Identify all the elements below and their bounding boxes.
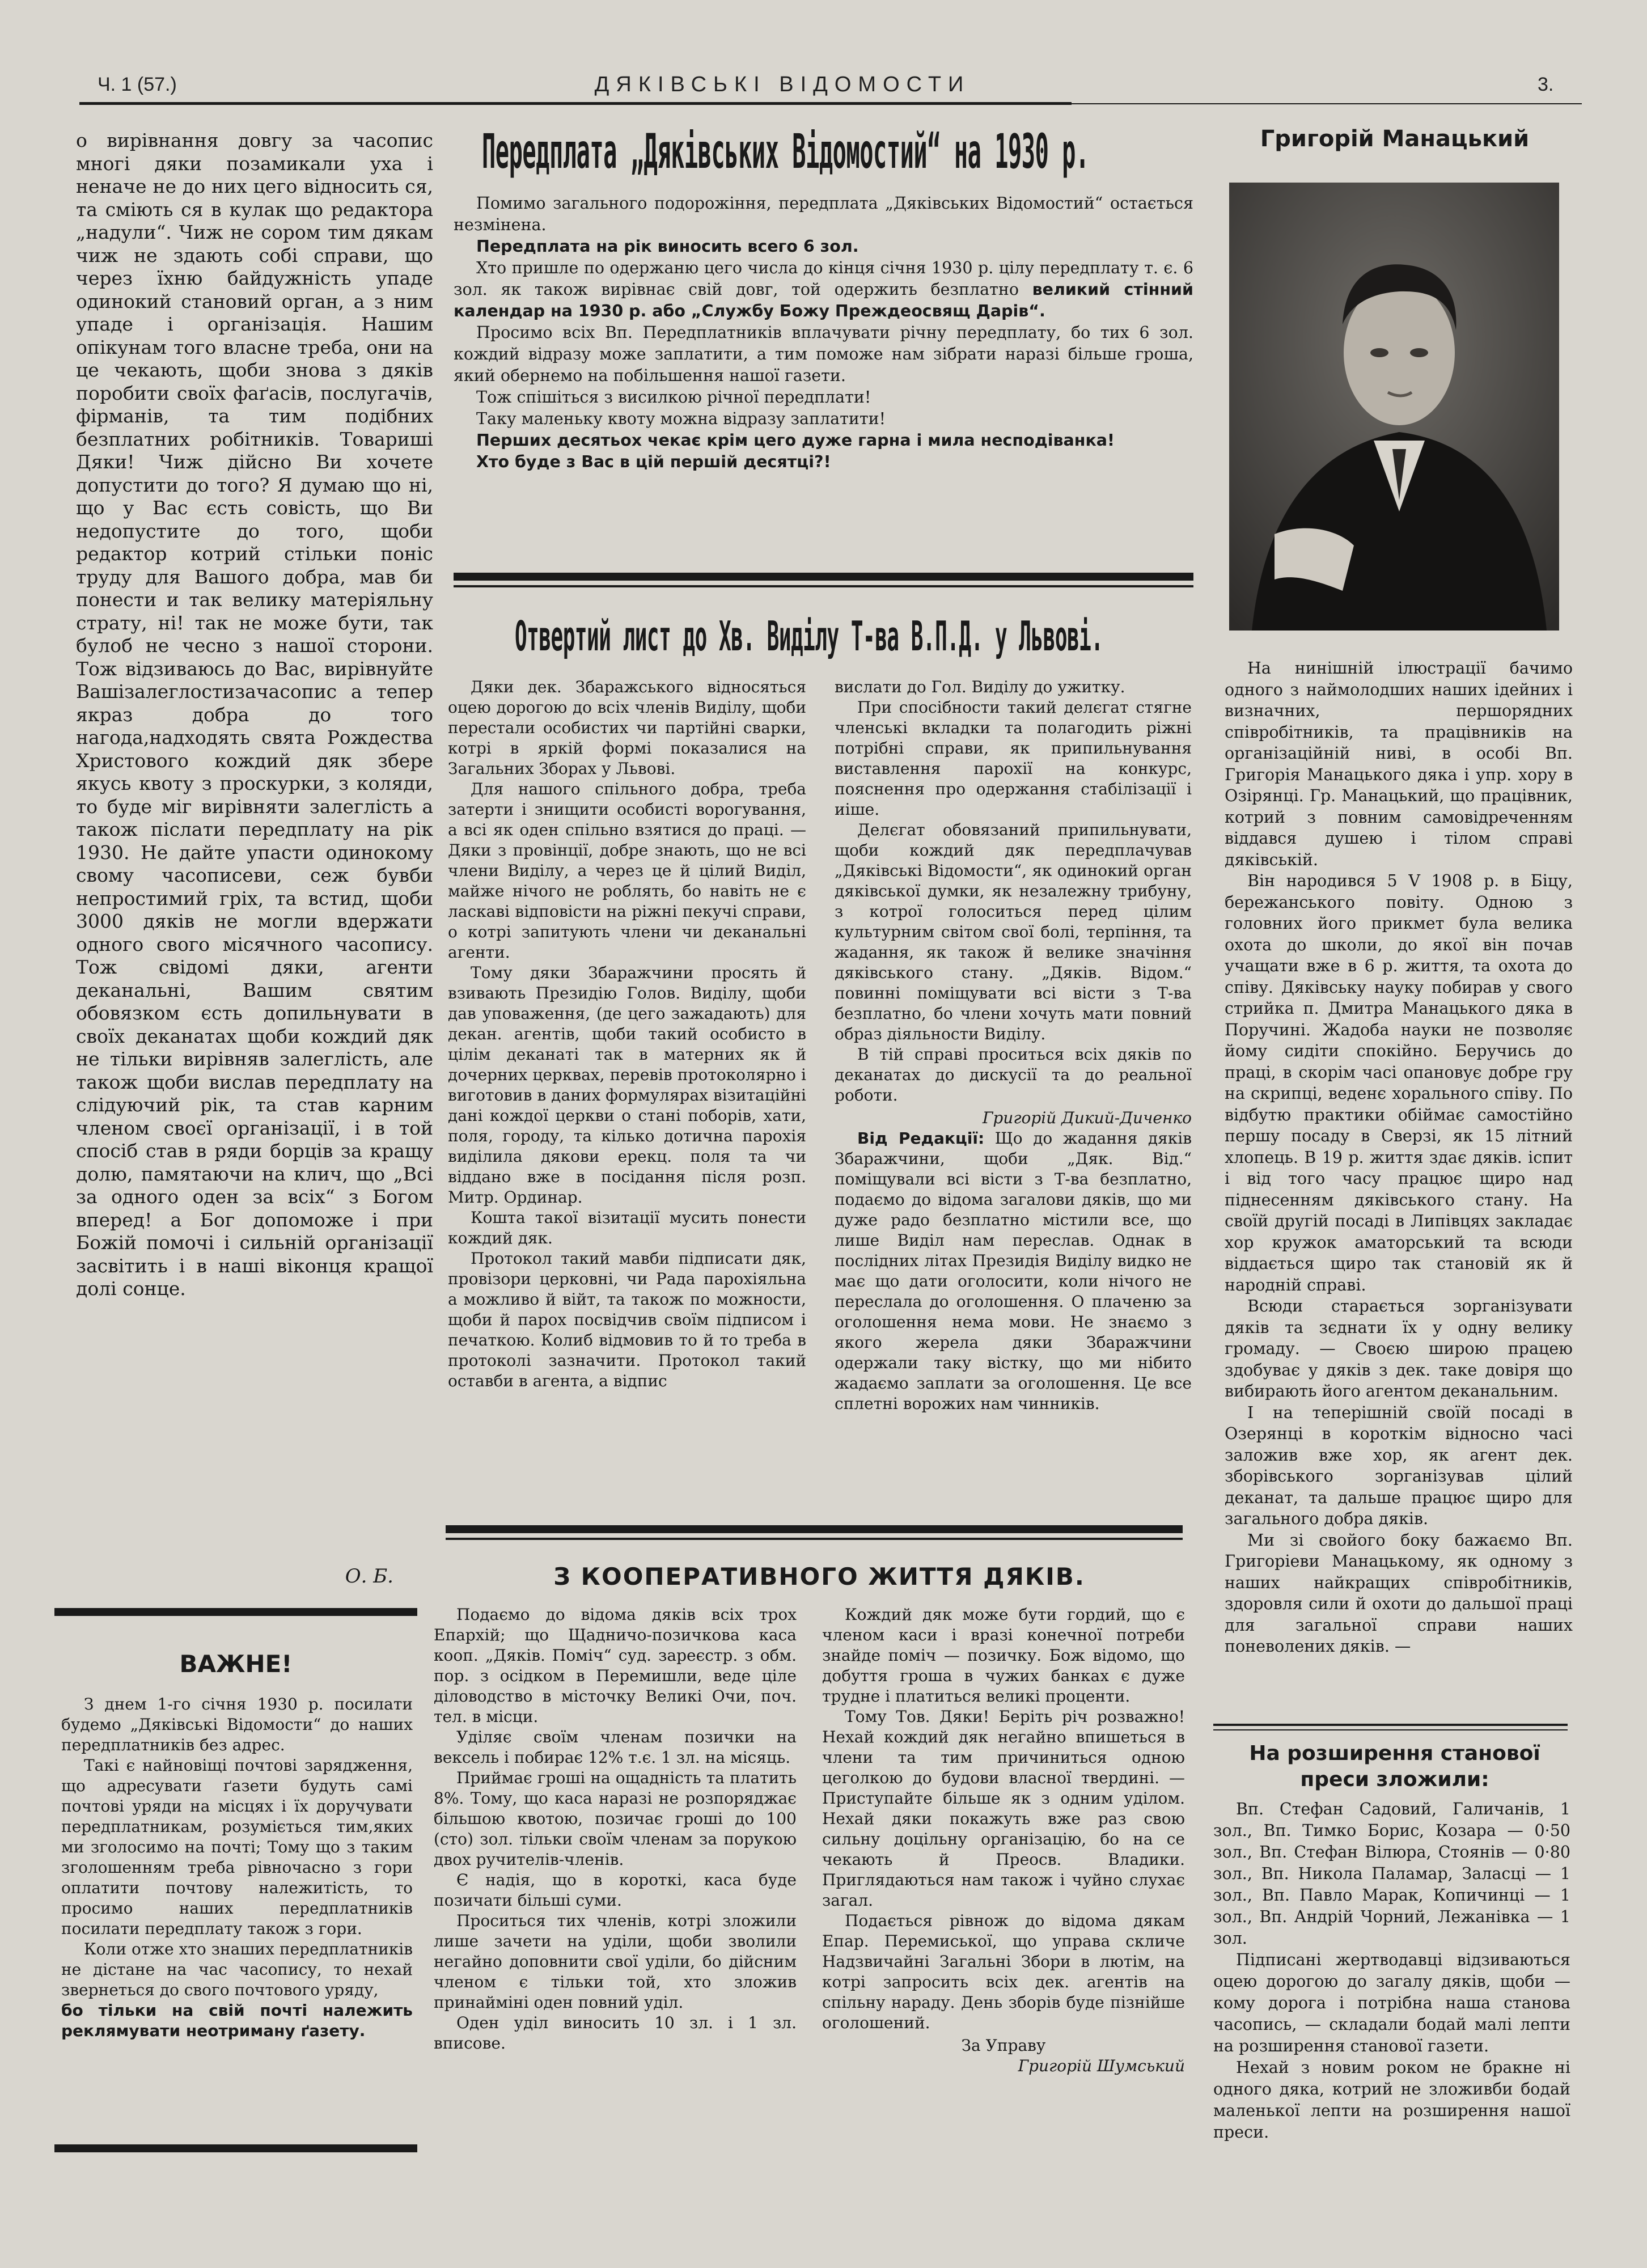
open-letter-col2 xyxy=(835,677,1192,1414)
open-letter-paragraph: Для нашого спільного добра, треба затерти і знищити особисті ворогування, а всі як оден спільно взятися до праці. — Дяки з провінції, добре знають, що не всі члени Виділу, а через це й цілий Виділ, майже нічого не роблять, бо навіть не є ласкаві відповісти на ріжні пекучі справи, о котрі запитують члени чи деканальні агенти. xyxy=(448,780,806,962)
editor-note-label: Від Редакції: xyxy=(857,1129,985,1148)
subscription-p4: Просимо всіх Вп. Передплатників вплачувати річну передплату, бо тих 6 зол. кождий відразу може заплатити, а тим поможе нам зібрати наразі більше гроша, який обернемо на побільшення нашої газети. xyxy=(454,323,1193,385)
open-letter-paragraph: Делєгат обовязаний припильнувати, щоби кождий дяк передплачував „Дяківські Відомости“, як одинокий орган дяківської думки, як незалежну трибуну, з котрої голоситься перед цілим культурним світом свої болі, терпіння, та жадання, як також й велике значіння дяківського стану. „Дяків. Відом.“ повинні поміщувати всі вісти з Т-ва безплатно, бо члени хочуть мати повний образ діяльности Виділу. xyxy=(835,820,1192,1043)
header-rule-right xyxy=(1072,103,1582,104)
header-rule xyxy=(79,102,1072,105)
open-letter-paragraph: Дяки дек. Збаражського відносяться оцею дорогою до всіх членів Виділу, щоби перестали особистих чи партійні сварки, котрі в яркій формі показалися на Загальних Зборах у Львові. xyxy=(448,678,806,778)
subscription-p7: Перших десятьох чекає крім цего дуже гарна і мила несподіванка! xyxy=(476,431,1115,450)
vazhne-title: ВАЖНЕ! xyxy=(179,1650,293,1678)
cooperative-paragraph: Приймає гроші на ощадність та платить 8%. Тому, що каса наразі не розпоряджає більшою квотою, позичає гроші до 100 (сто) зол. тільки своїм членам за порукою двох ручителів-членів. xyxy=(434,1768,797,1869)
editor-note: Що до жадання дяків Збаражчини, щоби „Дяк. Від.“ поміщували всі вісти з Т-ва безплатно, подаємо до відома загалови дяків, що ми дуже радо безплатно містили все, що лише Виділ нам переслав. Однак в послідних літах Президія Виділу видко не має що дати оголосити, коли нічого не переслала до оголошення. О плаченю за оголошення нема мови. Не знаємо з якого жерела дяки Збаражчини одержали таку вістку, що ми нібито жадаємо заплати за оголошення. Це все сплетні ворожих нам чинників. xyxy=(835,1129,1192,1413)
subscription-p6: Таку маленьку квоту можна відразу заплатити! xyxy=(476,409,886,428)
subscription-box xyxy=(454,193,1193,473)
open-letter-paragraph: В тій справі проситься всіх дяків по деканатах до дискусії та до реальної роботи. xyxy=(835,1045,1192,1105)
subscription-p8: Хто буде з Вас в цій першій десятці?! xyxy=(476,452,831,471)
open-letter-signature: Григорій Дикий-Диченко xyxy=(982,1108,1192,1127)
cooperative-paragraph: Кождий дяк може бути гордий, що є членом каси і вразі конечної потреби знайде поміч — позичку. Бож відомо, що добуття гроша в чужих банках є дуже трудне і платиться великі проценти. xyxy=(822,1605,1185,1706)
cooperative-paragraph: Проситься тих членів, котрі зложили лише зачети на уділи, щоби зволили негайно доповнити свої уділи, бо дійсним членом є тільки той, хто зложив принайміні оден повний уділ. xyxy=(434,1911,797,2012)
cooperative-col2 xyxy=(822,1605,1185,2076)
subscription-rule-thin xyxy=(454,585,1193,587)
cooperative-paragraph: Тому Тов. Дяки! Беріть річ розважно! Нехай кождий дяк негайно впишеться в члени та тим причиниться одною цеголкою до будови власної твердині. — Приступайте більше як з одним уділом. Нехай дяки покажуть вже раз свою сильну доцільну організацію, бо на се чекають й Преосв. Владики. Приглядаються нам також і чуйно слухає загал. xyxy=(822,1707,1185,1910)
subscription-rule xyxy=(454,573,1193,581)
manatsky-bio xyxy=(1225,658,1573,1657)
subscription-p5: Тож спішіться з висилкою річної передплати! xyxy=(476,388,871,407)
subscription-calendar: великий стінний календар на 1930 р. або „Службу Божу Преждеосвящ Дарів“. xyxy=(454,280,1193,320)
manatsky-title: Григорій Манацький xyxy=(1260,126,1530,152)
donations-rule-thin xyxy=(1213,1729,1568,1730)
left-article-signature: О. Б. xyxy=(345,1565,393,1588)
page-number: 3. xyxy=(1538,74,1554,95)
manatsky-paragraph: І на теперішній своїй посаді в Озерянці в короткім відносно часі заложив вже хор, як агент дек. зборівського зорганізував цілий деканат, та дальше працює щиро для загального добра дяків. xyxy=(1225,1403,1573,1528)
vazhne-paragraph: Такі є найновіщі почтові зарядження, що адресувати ґазети будуть самі почтові уряди на місцях і їх доручувати передплатникам, розуміється тим,яких ми зголосимо на почті; Тому що з таким зголошенням треба рівночасно з гори оплатити почтову належитість, то просимо наших передплатників посилати передплату також з гори. xyxy=(61,1756,413,1938)
vazhne-bottom-rule xyxy=(54,2144,417,2152)
open-letter-paragraph: Тому дяки Збаражчини просять й взивають Президію Голов. Виділу, щоби дав уповаження, (де цего зажадають) для декан. агентів, щоби такий особисто в цілім деканаті так в матерних як й дочерних церквах, перевів протоколярно і виготовив в даних формулярах візитаційні дані кождої церкви о стані поборів, хати, поля, городу, та кілько дотична парохія виділила дякови ерекц. поля та чи віддано вже в посідання після розп. Митр. Ординар. xyxy=(448,963,806,1207)
donations-paragraph: Нехай з новим роком не бракне ні одного дяка, котрий не зложивби бодай маленької лепти на розширення нашої преси. xyxy=(1213,2058,1570,2142)
vazhne-paragraph: Коли отже хто знаших передплатників не дістане на час часопису, то нехай звернеться до свого почтового уряду, xyxy=(61,1940,413,1999)
manatsky-paragraph: Всюди старається зорганізувати дяків та зєднати їх у одну велику громаду. — Своєю широю працею здобуває у дяків з дек. таке довіря що вибирають його агентом деканальним. xyxy=(1225,1297,1573,1400)
open-letter-paragraph: вислати до Гол. Виділу до ужитку. xyxy=(835,678,1125,696)
open-letter-paragraph: При спосібности такий делєгат стягне членські вкладки та полагодить ріжні потрібні справи, як припильнування виставлення парохії на конкурс, пояснення про одержання стабілізації і иіше. xyxy=(835,698,1192,819)
cooperative-title: З КООПЕРАТИВНОГО ЖИТТЯ ДЯКІВ. xyxy=(553,1563,1085,1590)
cooperative-paragraph: Подається рівнож до відома дякам Епар. Перемиської, що управа скличе Надзвичайні Загальні Збори в лютім, на котрі запросить всіх дек. агентів на спільну нараду. День зборів буде пізнійше оголошений. xyxy=(822,1911,1185,2032)
left-article xyxy=(76,129,433,1301)
open-letter-paragraph: Протокол такий мавби підписати дяк, провізори церковні, чи Рада парохіяльна а можливо й війт, та також по можности, щоби й парох посвідчив своїм підписом і печаткою. Колиб відмовив то й то треба в протоколі зазначити. Протокол такий оставби в агента, а відпис xyxy=(448,1249,806,1390)
donations-title: На розширення станової преси зложили: xyxy=(1249,1742,1540,1791)
newspaper-title: ДЯКІВСЬКІ ВІДОМОСТИ xyxy=(594,73,971,96)
donations-text xyxy=(1213,1799,1570,2143)
left-bottom-rule xyxy=(54,1608,417,1616)
donations-paragraph: Підписані жертводавці відзиваються оцею дорогою до загалу дяків, щоби — кому дорога і потрібна наша станова часопись, — складали бодай малі лепти на розширення станової газети. xyxy=(1213,1950,1570,2055)
subscription-title: Передплата „Дяківських Відомостий“ на 1930 р. xyxy=(482,124,1089,179)
portrait-photo xyxy=(1229,183,1559,631)
cooperative-paragraph: Оден уділ виносить 10 зл. і 1 зл. вписове. xyxy=(434,2013,797,2053)
open-letter-rule-thin xyxy=(446,1538,1183,1540)
donations-list: Вп. Стефан Садовий, Галичанів, 1 зол., Вп. Тимко Борис, Козара — 0·50 зол., Вп. Стефан Вілюра, Стоянів — 0·80 зол., Вп. Никола Паламар, Заласці — 1 зол., Вп. Павло Марак, Копичинці — 1 зол., Вп. Андрій Чорний, Лежанівка — 1 зол. xyxy=(1213,1800,1570,1948)
manatsky-paragraph: На нинішній ілюстрації бачимо одного з наймолодших наших ідейних і визначних, першорядних співробітників, та працівників на організаційній ниві, в особі Вп. Григорія Манацького дяка і упр. хору в Озірянці. Гр. Манацький, що працівник, котрий з повним самовідреченням віддався душею і тілом справі дяківській. xyxy=(1225,659,1573,869)
vazhne-paragraph: З днем 1-го січня 1930 р. посилати будемо „Дяківські Відомости“ до наших передплатників без адрес. xyxy=(61,1695,413,1754)
issue-number: Ч. 1 (57.) xyxy=(98,74,177,95)
subscription-p3: Хто пришле по одержаню цего числа до кінця січня 1930 р. цілу передплату т. є. 6 зол. як також вирівнає свій довг, той одержить безплатно xyxy=(454,259,1193,299)
open-letter-paragraph: Кошта такої візитації мусить понести кождий дяк. xyxy=(448,1208,806,1247)
subscription-p1: Помимо загального подорожіння, передплата „Дяківських Відомостий“ остається незмінена. xyxy=(454,194,1193,234)
donations-rule xyxy=(1213,1724,1568,1726)
manatsky-paragraph: Ми зі свойого боку бажаємо Вп. Григоріеви Манацькому, як одному з наших найкращих співробітників, здоровля сили й охоти до дальшої праці для загальної справи наших поневолених дяків. — xyxy=(1225,1530,1573,1656)
vazhne-emphasis: бо тільки на свій почті належить реклямувати неотриману ґазету. xyxy=(61,2001,413,2040)
open-letter-title: Отвертий лист до Хв. Виділу Т-ва В.П.Д. у Львові. xyxy=(515,612,1103,660)
cooperative-paragraph: Подаємо до відома дяків всіх трох Епархій; що Щадничо-позичкова каса кооп. „Дяків. Поміч“ суд. зареєстр. з обм. пор. з осідком в Перемишли, веде ціле діловодство в місточку Великі Очи, поч. тел. в місци. xyxy=(434,1605,797,1726)
left-article-text: о вирівнання довгу за часопис многі дяки позамикали уха і неначе не до них цего відносить ся, та сміють ся в кулак що редактора „надули“. Чиж не сором тим дякам чиж не здають собі справи, що через їхню байдужність упаде одинокий становий орган, а з ним упаде і організація. Нашим опікунам того власне треба, они на це чекають, щоби знова з дяків поробити своїх фаґасів, послугачів, фірманів, та тим подібних безплатних робітників. Товариші Дяки! Чиж дійсно Ви хочете допустити до того? Я думаю що ні, що у Вас єсть совість, що Ви недопустите до того, щоби редактор котрий стільки поніс труду для Вашого добра, мав би понести и так велику матеріяльну страту, ні! так не може бути, так булоб не чесно з нашої сторони. Тож відзиваюсь до Вас, вирівнуйте Вашізалеглостизачасопис а тепер якраз добра до того нагода,надходять свята Рождества Христового кождий дяк збере якусь квоту з проскурки, з коляди, то буде міг вирівняти залеглість а також післати передплату на рік 1930. Не дайте упасти одинокому свому часописеви, сеж бувби непростимий гріх, та встид, щоби 3000 дяків не могли вдержати одного свого місячного часопису. Тож свідомі дяки, агенти деканальні, Вашим святим обовязком єсть допильнувати в своїх деканатах щоби кождий дяк не тільки вирівняв залеглість, але також щоби вислав передплату на слідуючий рік, та став карним членом своєї організації, і в той спосіб став в ряди борців за кращу долю, памятаючи на клич, що „Всі за одного оден за всіх“ з Богом вперед! а Бог допоможе і при Божій помочі і сильній організації засвітить і в наші віконця кращої долі сонце. xyxy=(76,129,433,1300)
cooperative-col1 xyxy=(434,1605,797,2054)
open-letter-rule xyxy=(446,1525,1183,1533)
subscription-price: Передплата на рік виносить всего 6 зол. xyxy=(476,237,859,256)
portrait-photo-icon xyxy=(1229,183,1559,631)
cooperative-paragraph: Є надія, що в короткі, каса буде позичати більші суми. xyxy=(434,1871,797,1910)
cooperative-paragraph: Уділяє своїм членам позички на вексель і побирає 12% т.є. 1 зл. на місяць. xyxy=(434,1728,797,1767)
cooperative-sig-label: За Управу xyxy=(961,2036,1046,2055)
manatsky-paragraph: Він народився 5 V 1908 р. в Біцу, бережанського повіту. Одною з головних його прикмет була велика охота до школи, до якої він почав учащати вже в 6 р. життя, та охота до співу. Дяківську науку побирав у свого стрийка п. Дмитра Манацького дяка в Поручині. Жадоба науки не позволяє йому сидіти спокійно. Беручись до праці, в скорім часі опановує добре гру на скрипці, веденє хорального співу. По відбутю практики обіймає самостійно першу посаду в Сверзі, як 15 літний хлопець. В 19 р. життя здає дяків. іспит і від того часу працює щиро над піднесенням дяківського стану. На своїй другій посаді в Липівцях закладає хор кружок аматорський та всюди віддається щиро так становій як й народній справі. xyxy=(1225,871,1573,1294)
open-letter-col1 xyxy=(448,677,806,1391)
cooperative-signature: Григорій Шумський xyxy=(1018,2057,1185,2075)
vazhne-text xyxy=(61,1694,413,2041)
